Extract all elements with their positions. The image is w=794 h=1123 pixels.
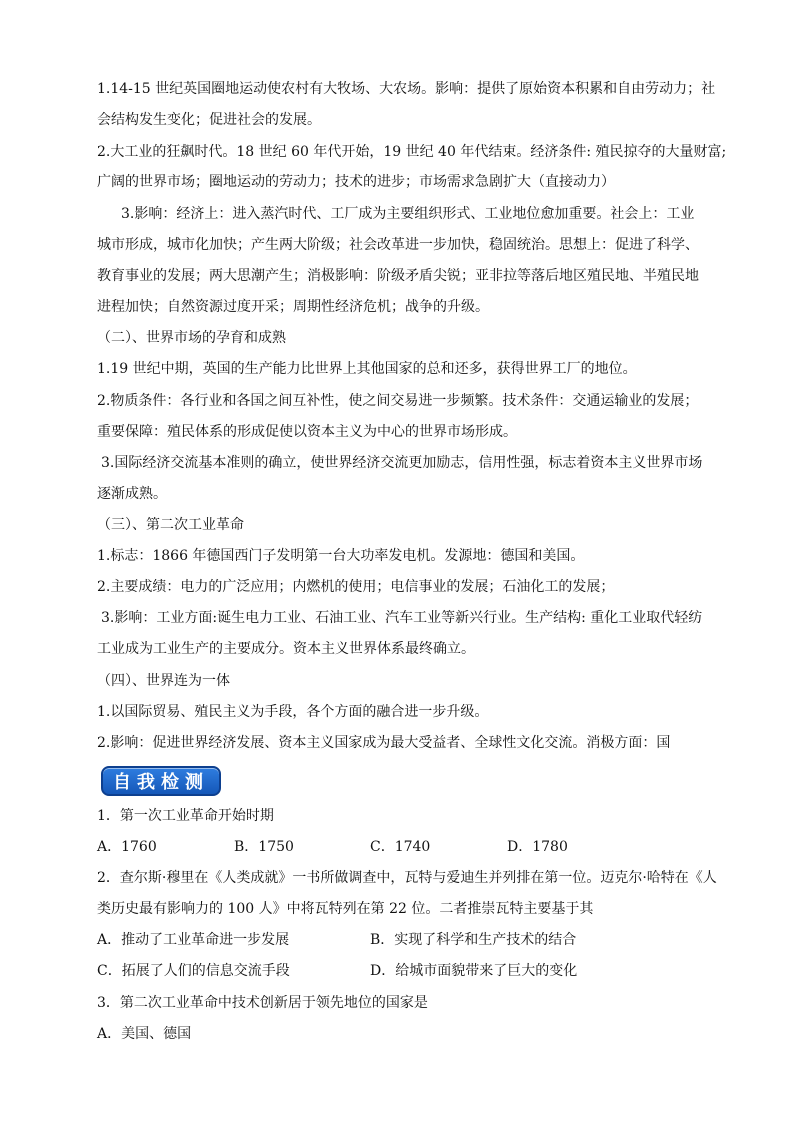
text-line: 重要保障：殖民体系的形成促使以资本主义为中心的世界市场形成。 [97,424,517,440]
option-c[interactable]: C．拓展了人们的信息交流手段 [97,963,290,979]
text-line: 1.标志：1866 年德国西门子发明第一台大功率发电机。发源地：德国和美国。 [97,548,585,564]
question-2: 2．查尔斯·穆里在《人类成就》一书所做调查中，瓦特与爱迪生并列排在第一位。迈克尔·哈特在《人 [97,870,717,886]
text-line: 2.影响：促进世界经济发展、资本主义国家成为最大受益者、全球性文化交流。消极方面：国 [97,735,671,751]
question-2-options-row2 [97,961,697,981]
option-a[interactable]: A．1760 [97,839,157,855]
question-3: 3．第二次工业革命中技术创新居于领先地位的国家是 [97,995,428,1011]
section-heading: （四）、世界连为一体 [97,673,230,689]
text-line: 广阔的世界市场；圈地运动的劳动力；技术的进步；市场需求急剧扩大（直接动力） [97,174,615,190]
text-line: 工业成为工业生产的主要成分。资本主义世界体系最终确立。 [97,641,475,657]
option-b[interactable]: B．实现了科学和生产技术的结合 [370,932,577,948]
option-a[interactable]: A．美国、德国 [97,1026,192,1042]
question-1-options [97,837,597,857]
text-line: 城市形成，城市化加快；产生两大阶级；社会改革进一步加快，稳固统治。思想上：促进了科学、 [97,237,699,253]
question-1: 1．第一次工业革命开始时期 [97,808,274,824]
option-b[interactable]: B．1750 [234,839,294,855]
text-line: 1.19 世纪中期，英国的生产能力比世界上其他国家的总和还多，获得世界工厂的地位。 [97,361,637,377]
text-line: 1.以国际贸易、殖民主义为手段，各个方面的融合进一步升级。 [97,704,489,720]
text-line: 2.大工业的狂飙时代。18 世纪 60 年代开始，19 世纪 40 年代结束。经济条件: 殖民掠夺的大量财富; [97,144,727,160]
text-line: 逐渐成熟。 [97,486,167,502]
text-line: 1.14-15 世纪英国圈地运动使农村有大牧场、大农场。影响：提供了原始资本积累和自由劳动力；社 [97,81,716,97]
text-line: 进程加快；自然资源过度开采；周期性经济危机；战争的升级。 [97,299,489,315]
text-line: 2.物质条件：各行业和各国之间互补性，使之间交易进一步频繁。技术条件：交通运输业的发展； [97,393,699,409]
question-2-cont: 类历史最有影响力的 100 人》中将瓦特列在第 22 位。二者推崇瓦特主要基于其 [97,901,594,917]
self-check-badge: 自我检测 [101,766,221,796]
section-heading: （二）、世界市场的孕育和成熟 [97,330,286,346]
text-line: 2.主要成绩：电力的广泛应用；内燃机的使用；电信事业的发展；石油化工的发展； [97,579,615,595]
text-line: 教育事业的发展；两大思潮产生；消极影响：阶级矛盾尖锐；亚非拉等落后地区殖民地、半殖民地 [97,268,699,284]
question-2-options-row1 [97,930,697,950]
section-heading: （三）、第二次工业革命 [97,517,244,533]
option-c[interactable]: C．1740 [370,839,431,855]
text-line: 3.国际经济交流基本准则的确立，使世界经济交流更加励志，信用性强，标志着资本主义世界市场 [101,455,703,471]
text-line: 会结构发生变化；促进社会的发展。 [97,112,321,128]
text-line: 3.影响：工业方面:诞生电力工业、石油工业、汽车工业等新兴行业。生产结构: 重化工业取代轻纺 [101,610,703,626]
text-line: 3.影响：经济上：进入蒸汽时代、工厂成为主要组织形式、工业地位愈加重要。社会上：工业 [121,206,695,222]
option-d[interactable]: D．1780 [507,839,568,855]
option-a[interactable]: A．推动了工业革命进一步发展 [97,932,290,948]
option-d[interactable]: D．给城市面貌带来了巨大的变化 [370,963,578,979]
